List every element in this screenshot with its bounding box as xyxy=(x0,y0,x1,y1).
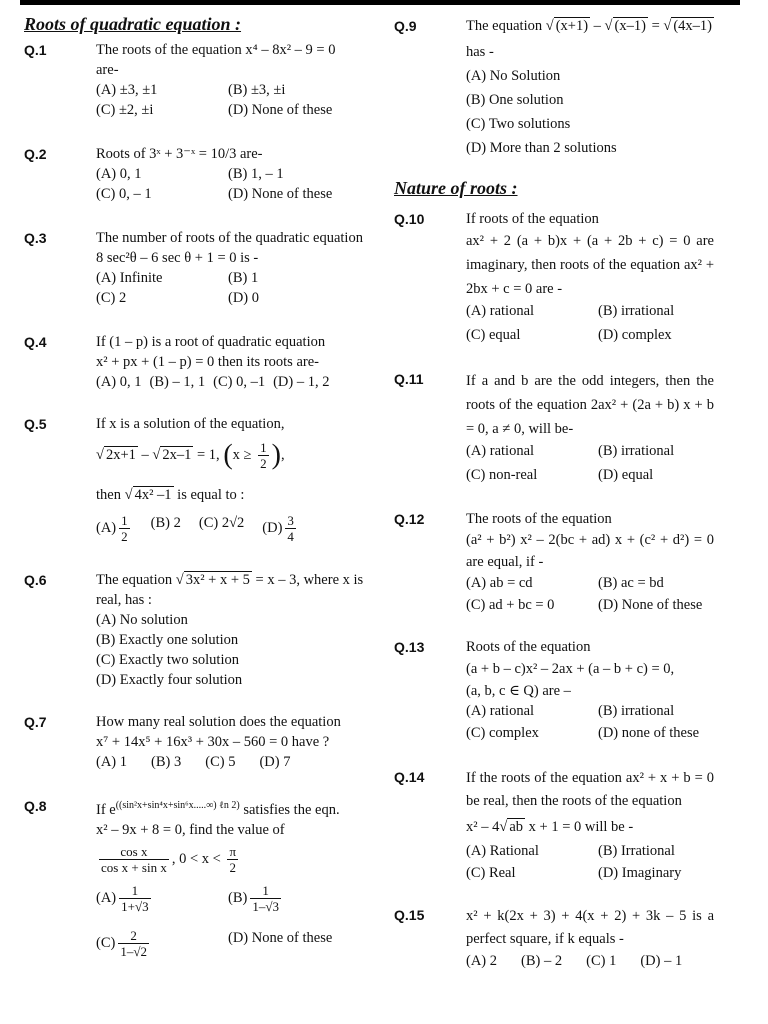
denominator: 2 xyxy=(229,859,236,875)
question-number: Q.15 xyxy=(394,907,425,923)
options xyxy=(466,951,714,971)
option-b[interactable]: (B) – 1, 1 xyxy=(149,374,206,390)
question-stem: x² + k(2x + 3) + 4(x + 2) + 3k – 5 is a perfect square, if k equals - xyxy=(466,908,714,947)
option-c[interactable]: (C) 5 xyxy=(205,754,236,770)
stem-text: x² – 4 xyxy=(466,819,500,835)
question-6 xyxy=(24,570,374,690)
radicand: (x+1) xyxy=(555,18,589,34)
question-number: Q.9 xyxy=(394,18,417,34)
option-a[interactable]: (A) 0, 1 xyxy=(96,374,142,390)
option-c[interactable]: (C) 0, – 1 xyxy=(96,186,152,202)
denominator: 2 xyxy=(121,529,128,544)
question-1 xyxy=(24,40,374,120)
expression xyxy=(96,844,374,875)
question-stem-cont: are- xyxy=(96,62,119,78)
fraction xyxy=(250,883,281,914)
option-a[interactable]: (A) rational xyxy=(466,703,535,719)
option-a[interactable] xyxy=(96,513,133,544)
option-d[interactable]: (D) equal xyxy=(598,467,654,483)
option-a[interactable]: (A) rational xyxy=(466,443,535,459)
radicand: 4x² –1 xyxy=(134,487,172,503)
option-label: (B) xyxy=(228,889,248,906)
options xyxy=(466,701,714,743)
question-15 xyxy=(394,905,714,971)
minus: – xyxy=(590,18,605,34)
left-column xyxy=(24,14,374,979)
option-d[interactable]: (D) 0 xyxy=(228,290,260,306)
question-stem: If roots of the equation xyxy=(466,211,599,227)
option-a[interactable]: (A) ab = cd xyxy=(466,575,533,591)
numerator: 1 xyxy=(250,883,281,899)
question-number: Q.14 xyxy=(394,769,425,785)
option-c[interactable]: (C) Two solutions xyxy=(466,116,571,132)
question-8 xyxy=(24,796,374,959)
question-number: Q.12 xyxy=(394,511,425,527)
option-a[interactable]: (A) 2 xyxy=(466,953,498,969)
option-d[interactable]: (D) complex xyxy=(598,327,672,343)
question-number: Q.11 xyxy=(394,371,424,387)
option-c[interactable]: (C) Exactly two solution xyxy=(96,652,239,668)
question-stem-cont: x² – 9x + 8 = 0, find the value of xyxy=(96,821,285,838)
question-stem: If x is a solution of the equation, xyxy=(96,416,285,432)
option-b[interactable] xyxy=(228,883,374,914)
option-a[interactable] xyxy=(96,883,228,914)
options xyxy=(96,752,374,772)
options xyxy=(96,164,374,204)
option-d[interactable]: (D) More than 2 solutions xyxy=(466,140,617,156)
option-a[interactable]: (A) rational xyxy=(466,303,535,319)
question-12 xyxy=(394,509,714,615)
option-label: (D) xyxy=(262,519,283,536)
option-b[interactable]: (B) ±3, ±i xyxy=(228,82,286,98)
top-rule xyxy=(20,0,740,5)
option-c[interactable]: (C) ad + bc = 0 xyxy=(466,597,555,613)
options xyxy=(96,80,374,120)
option-b[interactable]: (B) Exactly one solution xyxy=(96,632,239,648)
equals: = 1, xyxy=(193,446,224,463)
numerator: π xyxy=(229,843,237,859)
option-a[interactable]: (A) Infinite xyxy=(96,270,163,286)
stem-text: satisfies the eqn. xyxy=(239,801,340,818)
option-d[interactable]: (D) Exactly four solution xyxy=(96,672,243,688)
question-stem: The roots of the equation x⁴ – 8x² – 9 = 0 xyxy=(96,42,336,58)
question-stem-cont: (a, b, c ∈ Q) are – xyxy=(466,683,571,699)
radicand: (x–1) xyxy=(614,18,646,34)
question-stem: If (1 – p) is a root of quadratic equation xyxy=(96,334,326,350)
stem-text: If e xyxy=(96,801,116,818)
option-d[interactable]: (D) None of these xyxy=(228,929,333,946)
fraction xyxy=(118,928,149,959)
option-b[interactable]: (B) 2 xyxy=(150,515,181,531)
option-d[interactable]: (D) 7 xyxy=(259,754,291,770)
equals: = xyxy=(647,18,664,34)
fraction xyxy=(285,513,296,544)
options xyxy=(96,513,374,544)
question-number: Q.10 xyxy=(394,211,425,227)
question-10 xyxy=(394,209,714,345)
denominator: 1–√2 xyxy=(120,943,147,959)
option-b[interactable]: (B) 1, – 1 xyxy=(228,166,284,182)
minus: – xyxy=(137,446,153,463)
question-stem-cont: has - xyxy=(466,44,494,60)
question-stem: Roots of 3ˣ + 3⁻ˣ = 10/3 are- xyxy=(96,146,263,162)
options xyxy=(96,372,374,392)
condition: x ≥ xyxy=(232,446,256,463)
fraction xyxy=(119,883,150,914)
question-stem-cont: x⁷ + 14x⁵ + 16x³ + 30x – 560 = 0 have ? xyxy=(96,734,330,750)
option-a[interactable]: (A) 1 xyxy=(96,754,128,770)
options xyxy=(466,841,714,883)
numerator: 1 xyxy=(260,440,267,455)
option-b[interactable]: (B) ac = bd xyxy=(598,575,664,591)
option-b[interactable]: (B) 3 xyxy=(151,754,182,770)
option-d[interactable]: (D) None of these xyxy=(228,102,333,118)
section-heading-nature: Nature of roots : xyxy=(394,178,518,198)
option-d[interactable] xyxy=(262,513,299,544)
stem-text: x + 1 = 0 will be - xyxy=(525,819,634,835)
options xyxy=(466,441,714,485)
option-c[interactable]: (C) 0, –1 xyxy=(213,374,266,390)
radicand: 2x+1 xyxy=(105,446,136,463)
denominator: 4 xyxy=(287,529,294,544)
question-stem xyxy=(96,796,374,820)
fraction xyxy=(227,844,238,875)
question-2 xyxy=(24,144,374,204)
fraction xyxy=(99,844,169,875)
question-number: Q.13 xyxy=(394,639,425,655)
question-stem-cont: x² – 4√ ab x + 1 = 0 will be - xyxy=(466,819,634,835)
denominator: 1+√3 xyxy=(121,898,149,914)
fraction xyxy=(119,513,130,544)
option-c[interactable]: (C) non-real xyxy=(466,467,538,483)
question-stem-cont: 8 sec²θ – 6 sec θ + 1 = 0 is - xyxy=(96,250,259,266)
option-a[interactable]: (A) No solution xyxy=(96,612,188,628)
radicand: ab xyxy=(509,819,524,835)
denominator: 1–√3 xyxy=(252,898,279,914)
radicand: 3x² + x + 5 xyxy=(185,572,250,588)
question-stem: How many real solution does the equation xyxy=(96,714,341,730)
options xyxy=(96,883,374,959)
option-b[interactable]: (B) – 2 xyxy=(521,953,563,969)
question-5 xyxy=(24,414,374,544)
option-c[interactable]: (C) complex xyxy=(466,725,539,741)
option-c[interactable]: (C) 2√2 xyxy=(198,515,245,531)
stem-text: is equal to : xyxy=(173,487,245,503)
option-c[interactable]: (C) equal xyxy=(466,327,521,343)
denominator: 2 xyxy=(260,456,267,471)
option-d[interactable]: (D) None of these xyxy=(228,186,333,202)
option-d[interactable]: (D) – 1, 2 xyxy=(273,374,330,390)
stem-text: The equation xyxy=(96,572,176,588)
fraction xyxy=(258,440,269,471)
question-7 xyxy=(24,712,374,772)
question-number: Q.4 xyxy=(24,334,47,350)
equation: √ 2x+1 – √ 2x–1 = 1, (x ≥ $\frac{1}{2}$ ), xyxy=(96,439,285,471)
condition: , 0 < x < xyxy=(171,850,225,867)
question-number: Q.6 xyxy=(24,572,47,588)
question-stem-cont: x² + px + (1 – p) = 0 then its roots are- xyxy=(96,354,319,370)
denominator: cos x + sin x xyxy=(101,859,167,875)
option-b[interactable]: (B) Irrational xyxy=(598,843,675,859)
question-4 xyxy=(24,332,374,392)
numerator: 1 xyxy=(119,883,150,899)
section-heading-roots: Roots of quadratic equation : xyxy=(24,14,242,34)
question-number: Q.5 xyxy=(24,416,47,432)
question-number: Q.3 xyxy=(24,230,47,246)
radicand: 2x–1 xyxy=(162,446,192,463)
question-stem: The number of roots of the quadratic equation xyxy=(96,230,363,246)
numerator: 3 xyxy=(287,513,294,528)
option-b[interactable]: (B) 1 xyxy=(228,270,259,286)
numerator: cos x xyxy=(99,844,169,860)
question-number: Q.2 xyxy=(24,146,47,162)
question-stem: The equation √ (x+1) – √ (x–1) = √ (4x–1) xyxy=(466,18,713,34)
options xyxy=(96,268,374,308)
question-stem-cont: ax² + 2 (a + b)x + (a + 2b + c) = 0 are imaginary, then roots of the equation ax² + 2bx + c = 0 are - xyxy=(466,233,714,297)
options xyxy=(466,573,714,615)
radicand: (4x–1) xyxy=(673,18,713,34)
numerator: 2 xyxy=(118,928,149,944)
question-number: Q.1 xyxy=(24,42,47,58)
question-stem-cont: (a + b – c)x² – 2ax + (a – b + c) = 0, xyxy=(466,661,675,677)
option-d[interactable]: (D) none of these xyxy=(598,725,700,741)
right-column xyxy=(394,14,714,991)
option-b[interactable]: (B) irrational xyxy=(598,443,675,459)
option-c[interactable] xyxy=(96,928,228,959)
option-a[interactable]: (A) No Solution xyxy=(466,68,561,84)
option-b[interactable]: (B) irrational xyxy=(598,303,675,319)
stem-text: = x – 3, where x is real, has : xyxy=(96,572,364,608)
option-d[interactable]: (D) None of these xyxy=(598,597,703,613)
question-9 xyxy=(394,16,714,158)
option-c[interactable]: (C) 2 xyxy=(96,290,127,306)
question-14 xyxy=(394,767,714,883)
option-c[interactable]: (C) ±2, ±i xyxy=(96,102,154,118)
question-stem: The roots of the equation xyxy=(466,511,612,527)
question-number: Q.8 xyxy=(24,798,47,814)
then-text: then xyxy=(96,487,125,503)
option-a[interactable]: (A) Rational xyxy=(466,843,539,859)
question-stem-cont: then √ 4x² –1 is equal to : xyxy=(96,487,245,503)
question-13 xyxy=(394,637,714,743)
options xyxy=(466,301,714,345)
question-stem: If a and b are the odd integers, then the roots of the equation 2ax² + (2a + b) x + b = 0, a ≠ 0, will be- xyxy=(466,373,714,437)
option-a[interactable]: (A) ±3, ±1 xyxy=(96,82,158,98)
option-d[interactable]: (D) – 1 xyxy=(640,953,683,969)
question-3 xyxy=(24,228,374,308)
option-c[interactable]: (C) 1 xyxy=(586,953,617,969)
option-c[interactable]: (C) Real xyxy=(466,865,516,881)
option-d[interactable]: (D) Imaginary xyxy=(598,865,682,881)
question-stem: Roots of the equation xyxy=(466,639,591,655)
option-b[interactable]: (B) irrational xyxy=(598,703,675,719)
question-11 xyxy=(394,369,714,485)
option-label: (A) xyxy=(96,519,117,536)
numerator: 1 xyxy=(121,513,128,528)
option-b[interactable]: (B) One solution xyxy=(466,92,564,108)
exponent: ((sin²x+sin⁴x+sin⁶x.....∞) ℓn 2) xyxy=(115,800,240,811)
stem-text: The equation xyxy=(466,18,546,34)
option-label: (A) xyxy=(96,889,117,906)
question-stem: If the roots of the equation ax² + x + b = 0 be real, then the roots of the equation xyxy=(466,770,714,809)
option-label: (C) xyxy=(96,934,116,951)
question-number: Q.7 xyxy=(24,714,47,730)
question-stem-cont: (a² + b²) x² – 2(bc + ad) x + (c² + d²) = 0 are equal, if - xyxy=(466,532,714,570)
option-a[interactable]: (A) 0, 1 xyxy=(96,166,142,182)
question-stem: The equation √ 3x² + x + 5 = x – 3, where x is real, has : xyxy=(96,572,364,608)
